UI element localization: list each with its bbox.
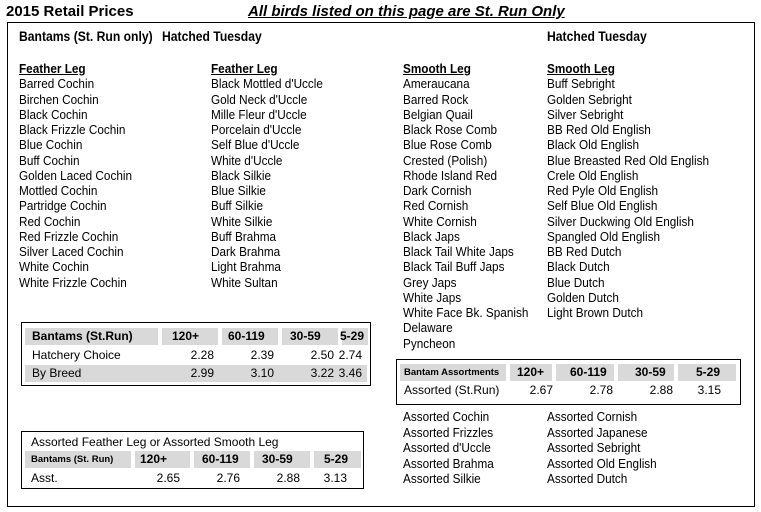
price-table-strun — [21, 322, 371, 386]
table-header-qty: 60-119 — [228, 329, 265, 343]
breed-item: Delaware — [403, 321, 453, 336]
price-cell: 2.76 — [216, 471, 240, 485]
table-header-qty: 30-59 — [262, 452, 293, 466]
breed-item: White Japs — [403, 290, 462, 305]
table-row — [22, 470, 363, 487]
breed-item: Crele Old English — [547, 168, 639, 183]
price-table-bantam-assortments — [396, 359, 741, 405]
breed-item: Ameraucana — [403, 77, 470, 92]
assortment-item: Assorted Japanese — [547, 425, 648, 440]
assortment-item: Assorted Silkie — [403, 472, 481, 486]
price-cell: 2.65 — [156, 471, 180, 485]
assortment-item: Assorted Cochin — [403, 410, 490, 424]
breed-item: Grey Japs — [403, 275, 457, 290]
breed-item: Black Silkie — [211, 168, 272, 183]
breed-item: Blue Cochin — [19, 138, 83, 153]
price-cell: 2.88 — [276, 471, 300, 485]
table-row — [22, 347, 370, 364]
price-cell: 2.74 — [338, 348, 362, 362]
breed-item: Dark Cornish — [403, 184, 472, 198]
breed-item: Red Frizzle Cochin — [19, 229, 119, 244]
breed-column-feather-leg-1 — [19, 62, 139, 291]
table-header-qty: 5-29 — [340, 329, 365, 343]
breed-item: Black Frizzle Cochin — [19, 123, 126, 137]
section-title-bantams: Bantams (St. Run only) — [19, 29, 153, 44]
breed-item: Rhode Island Red — [403, 168, 498, 183]
price-cell: 2.28 — [190, 348, 214, 362]
breed-item: Buff Brahma — [211, 229, 277, 244]
breed-item: White d'Uccle — [211, 153, 283, 168]
breed-item: White Silkie — [211, 214, 273, 229]
assortment-item: Assorted Cornish — [547, 410, 638, 424]
page-title: 2015 Retail Prices — [6, 3, 134, 20]
breed-column-smooth-leg-1 — [403, 62, 536, 352]
breed-item: Blue Breasted Red Old English — [547, 153, 709, 168]
table-header-qty: 5-29 — [324, 452, 349, 466]
table-header-qty: 5-29 — [696, 365, 721, 379]
column-heading: Feather Leg — [19, 62, 86, 76]
table-row-label: Assorted (St.Run) — [404, 383, 500, 397]
table-header-qty: 60-119 — [570, 365, 607, 379]
table-header-row — [22, 451, 363, 468]
breed-item: Blue Silkie — [211, 184, 266, 198]
column-heading: Smooth Leg — [403, 62, 471, 76]
breed-item: White Cochin — [19, 260, 89, 275]
breed-item: White Frizzle Cochin — [19, 275, 127, 290]
breed-item: Crested (Polish) — [403, 153, 488, 168]
breed-item: Black Tail Buff Japs — [403, 260, 505, 275]
price-cell: 2.88 — [649, 383, 673, 397]
table-header-row — [22, 328, 370, 345]
table-header-qty: 120+ — [172, 329, 200, 343]
table-header-label: Bantams (St.Run) — [32, 329, 133, 343]
table-header-qty: 60-119 — [202, 452, 239, 466]
breed-column-feather-leg-2 — [211, 62, 330, 291]
table-header-qty: 120+ — [517, 365, 545, 379]
breed-item: Blue Rose Comb — [403, 138, 492, 153]
table-row — [397, 382, 740, 399]
column-heading: Feather Leg — [211, 62, 278, 76]
breed-item: Silver Duckwing Old English — [547, 214, 694, 229]
breed-item: Light Brahma — [211, 260, 281, 275]
breed-item: Light Brown Dutch — [547, 306, 644, 320]
breed-item: BB Red Dutch — [547, 245, 622, 259]
price-cell: 3.13 — [323, 471, 347, 485]
breed-item: Black Mottled d'Uccle — [211, 77, 323, 92]
assortment-item: Assorted Dutch — [547, 472, 628, 486]
breed-item: Blue Dutch — [547, 275, 605, 290]
section-hatch-left: Hatched Tuesday — [162, 29, 262, 44]
assortment-item: Assorted Old English — [547, 456, 657, 471]
breed-item: Buff Sebright — [547, 77, 615, 92]
price-cell: 3.46 — [338, 366, 362, 380]
table-row-label: Hatchery Choice — [32, 348, 121, 362]
assortment-list-left — [403, 410, 500, 488]
breed-item: Barred Rock — [403, 92, 469, 107]
price-cell: 3.15 — [697, 383, 721, 397]
price-cell: 2.99 — [190, 366, 214, 380]
breed-item: Self Blue d'Uccle — [211, 138, 300, 153]
breed-item: Golden Sebright — [547, 92, 632, 107]
table-header-qty: 30-59 — [290, 329, 321, 343]
price-table-assorted-leg — [21, 431, 364, 489]
table-row-label: By Breed — [32, 366, 82, 380]
breed-item: Black Cochin — [19, 107, 88, 122]
price-cell: 2.67 — [529, 383, 553, 397]
breed-item: Spangled Old English — [547, 229, 661, 244]
breed-item: Pyncheon — [403, 336, 456, 351]
breed-item: Dark Brahma — [211, 245, 281, 259]
price-cell: 2.78 — [589, 383, 613, 397]
breed-item: Black Old English — [547, 138, 640, 153]
breed-item: Self Blue Old English — [547, 199, 658, 214]
breed-item: Black Tail White Japs — [403, 245, 514, 259]
breed-item: Belgian Quail — [403, 107, 473, 122]
breed-item: Red Cornish — [403, 199, 469, 214]
price-cell: 2.50 — [310, 348, 334, 362]
breed-item: Buff Cochin — [19, 153, 80, 168]
column-heading: Smooth Leg — [547, 62, 615, 76]
breed-item: Red Pyle Old English — [547, 184, 659, 198]
assortment-item: Assorted Frizzles — [403, 425, 494, 440]
table-header-qty: 30-59 — [635, 365, 666, 379]
breed-item: Black Japs — [403, 229, 460, 244]
breed-item: Red Cochin — [19, 214, 81, 229]
breed-item: Golden Dutch — [547, 290, 619, 305]
table-header-qty: 120+ — [140, 452, 168, 466]
breed-item: Golden Laced Cochin — [19, 168, 133, 183]
breed-column-smooth-leg-2 — [547, 62, 719, 321]
breed-item: Birchen Cochin — [19, 92, 99, 107]
breed-item: White Cornish — [403, 214, 477, 229]
page-note: All birds listed on this page are St. Run Only — [248, 3, 565, 20]
assortment-item: Assorted Sebright — [547, 441, 641, 455]
table-header-label: Bantam Assortments — [404, 367, 500, 378]
table-header-label: Bantams (St. Run) — [31, 454, 114, 465]
table-row — [25, 365, 367, 382]
table-header-row — [397, 364, 740, 381]
price-cell: 3.22 — [310, 366, 334, 380]
assortment-list-right — [547, 410, 664, 488]
price-cell: 3.10 — [250, 366, 274, 380]
assortment-item: Assorted Brahma — [403, 456, 494, 471]
breed-item: Mille Fleur d'Uccle — [211, 107, 307, 122]
section-hatch-right: Hatched Tuesday — [547, 29, 647, 44]
breed-item: White Sultan — [211, 275, 278, 290]
breed-item: Gold Neck d'Uccle — [211, 92, 308, 107]
breed-item: Black Rose Comb — [403, 123, 498, 137]
breed-item: Mottled Cochin — [19, 184, 98, 198]
breed-item: Partridge Cochin — [19, 199, 107, 214]
breed-item: Barred Cochin — [19, 77, 95, 92]
breed-item: Porcelain d'Uccle — [211, 123, 302, 137]
breed-item: Black Dutch — [547, 260, 610, 275]
breed-item: Buff Silkie — [211, 199, 264, 214]
table-row-label: Asst. — [31, 471, 58, 485]
breed-item: BB Red Old English — [547, 123, 651, 137]
breed-item: White Face Bk. Spanish — [403, 306, 529, 320]
breed-item: Silver Sebright — [547, 107, 624, 122]
assortment-item: Assorted d'Uccle — [403, 441, 491, 455]
table-caption: Assorted Feather Leg or Assorted Smooth Leg — [31, 435, 279, 449]
price-cell: 2.39 — [250, 348, 274, 362]
breed-item: Silver Laced Cochin — [19, 245, 124, 259]
